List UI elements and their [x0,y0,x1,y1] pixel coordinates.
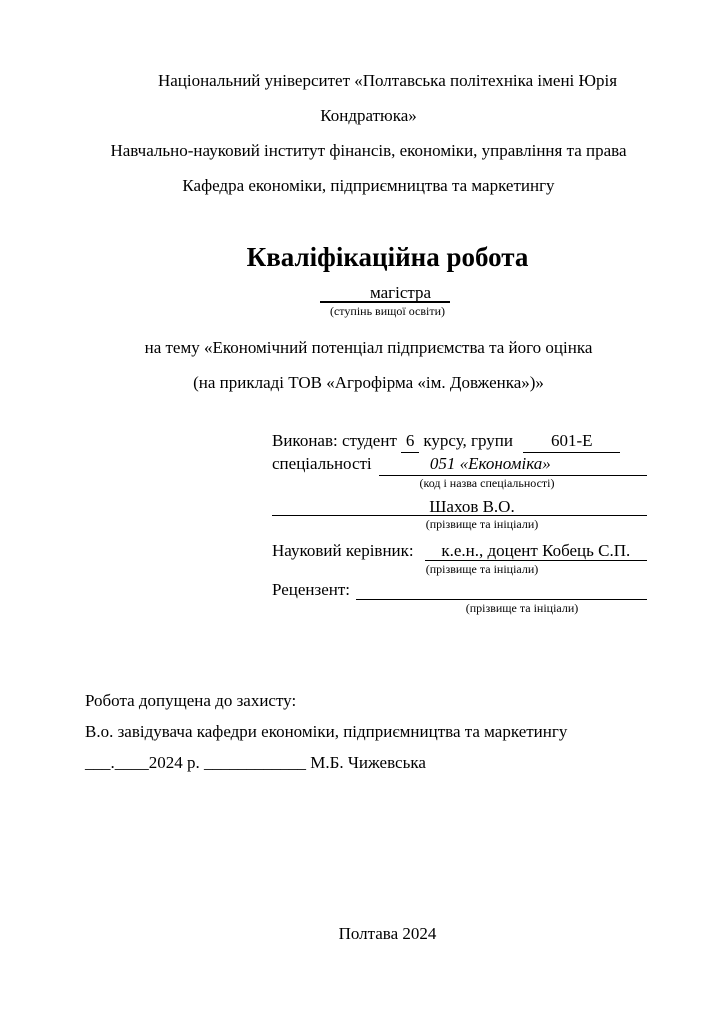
student-name-caption: (прізвище та ініціали) [425,517,539,531]
course-suffix-label: курсу, групи [423,431,513,450]
supervisor-label: Науковий керівник: [272,541,414,560]
course-field: 6 [401,430,419,453]
approval-note: Робота допущена до захисту: [85,691,297,710]
document-header [85,63,652,203]
approval-signature-line: ___.____2024 р. ____________ М.Б. Чижевська [85,753,426,772]
degree-value: магістра [320,284,450,303]
degree-caption: (ступінь вищої освіти) [329,304,445,318]
topic-line-1: на тему «Економічний потенціал підприємства та його оцінка [144,338,593,357]
reviewer-caption: (прізвище та ініціали) [465,601,579,615]
specialty-field: 051 «Економіка» [379,453,647,476]
degree-line [85,284,652,303]
work-title: Кваліфікаційна робота [246,242,529,272]
reviewer-line [272,581,647,600]
supervisor-field: к.е.н., доцент Кобець С.П. [425,542,647,561]
topic-block [85,330,652,400]
reviewer-field [356,581,647,600]
supervisor-caption: (прізвище та ініціали) [425,562,539,576]
specialty-caption: (код і назва спеціальності) [419,476,555,490]
approval-position: В.о. завідувача кафедри економіки, підприємництва та маркетингу [85,722,568,741]
institute-name: Навчально-науковий інститут фінансів, економіки, управління та права [110,141,627,160]
department-name: Кафедра економіки, підприємництва та маркетингу [182,176,555,195]
group-field: 601-Е [523,430,620,453]
specialty-line [272,453,647,476]
reviewer-label: Рецензент: [272,580,351,599]
approval-block [85,685,685,778]
title-block [85,243,652,317]
university-name: Національний університет «Полтавська політехніка імені Юрія Кондратюка» [157,71,618,125]
specialty-label: спеціальності [272,454,372,473]
supervisor-line [272,542,647,561]
student-name-field: Шахов В.О. [272,498,647,516]
executor-line [272,430,647,453]
city-year: Полтава 2024 [338,924,437,943]
topic-line-2: (на прикладі ТОВ «Агрофірма «ім. Довженка»)» [193,373,544,392]
performed-prefix-label: Виконав: студент [272,431,397,450]
executor-block [272,430,647,615]
